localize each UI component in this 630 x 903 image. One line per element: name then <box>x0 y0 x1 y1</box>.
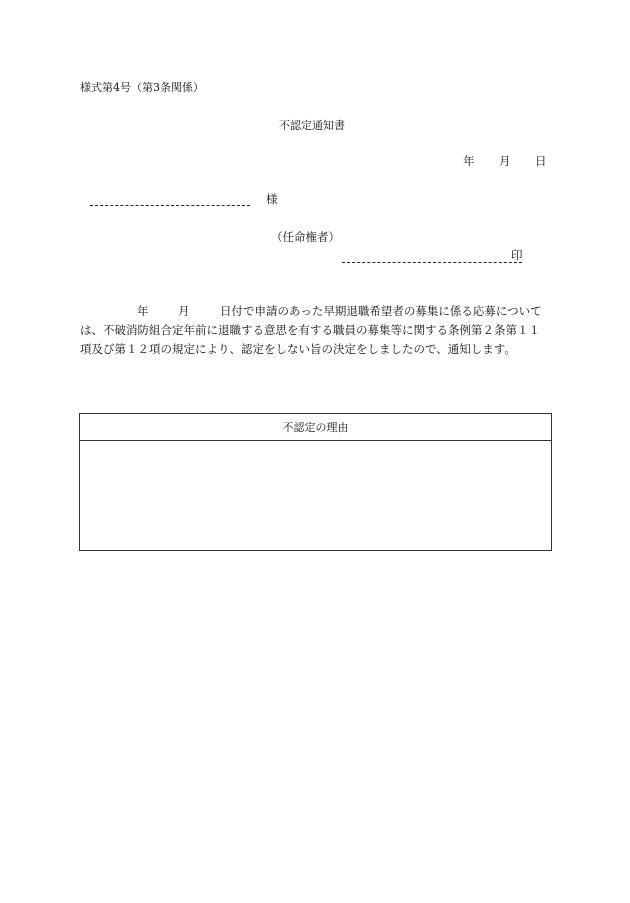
recipient-honorific: 様 <box>266 192 278 206</box>
document-title: 不認定通知書 <box>279 119 345 132</box>
seal-mark: 印 <box>511 248 523 262</box>
appointer-name-blank <box>342 255 522 263</box>
body-line-3: 項及び第１２項の規定により、認定をしない旨の決定をしましたので、通知します。 <box>80 342 516 356</box>
body-year-label: 年 <box>137 304 149 318</box>
date-day-label: 日 <box>535 154 547 168</box>
reason-table <box>79 413 552 551</box>
reason-table-header: 不認定の理由 <box>80 414 551 441</box>
date-year-label: 年 <box>463 154 475 168</box>
body-line-1: 日付で申請のあった早期退職希望者の募集に係る応募について <box>220 304 542 318</box>
reason-table-content <box>80 441 551 549</box>
form-number: 様式第4号（第3条関係） <box>80 81 204 94</box>
body-month-label: 月 <box>178 304 190 318</box>
body-line-2: は、不破消防組合定年前に退職する意思を有する職員の募集等に関する条例第２条第１１ <box>80 323 540 337</box>
date-month-label: 月 <box>499 154 511 168</box>
recipient-name-blank <box>90 198 250 206</box>
appointer-label: （任命権者） <box>271 230 340 244</box>
